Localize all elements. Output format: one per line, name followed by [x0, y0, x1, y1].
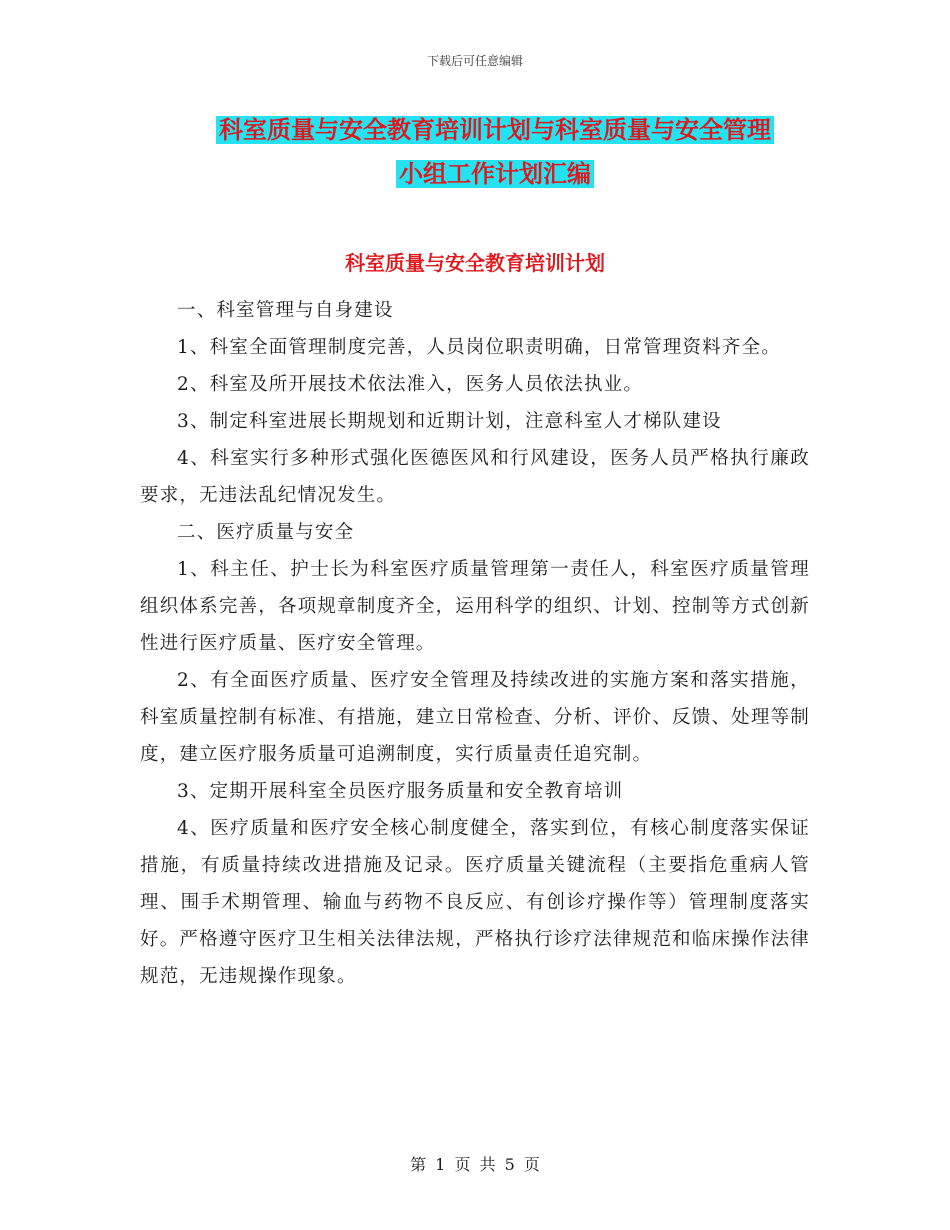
- paragraph: 1、科主任、护士长为科室医疗质量管理第一责任人，科室医疗质量管理组织体系完善，各项规章制度齐全，运用科学的组织、计划、控制等方式创新性进行医疗质量、医疗安全管理。: [140, 559, 810, 654]
- document-title-line2-text: 小组工作计划汇编: [396, 160, 594, 188]
- paragraph: 2、科室及所开展技术依法准入，医务人员依法执业。: [177, 374, 644, 395]
- document-body: [140, 292, 810, 995]
- document-title-line1: [180, 110, 810, 150]
- paragraph-heading-1: 一、科室管理与自身建设: [177, 300, 394, 321]
- document-title-line2: [180, 154, 810, 194]
- paragraph: 1、科室全面管理制度完善，人员岗位职责明确，日常管理资料齐全。: [177, 337, 781, 358]
- paragraph: 3、制定科室进展长期规划和近期计划，注意科室人才梯队建设: [177, 411, 722, 432]
- paragraph: 3、定期开展科室全员医疗服务质量和安全教育培训: [177, 781, 624, 802]
- download-note: 下载后可任意编辑: [426, 54, 523, 68]
- document-title-line1-text: 科室质量与安全教育培训计划与科室质量与安全管理: [216, 116, 774, 144]
- paragraph: 4、科室实行多种形式强化医德医风和行风建设，医务人员严格执行廉政要求，无违法乱纪情况发生。: [140, 448, 810, 506]
- paragraph: 4、医疗质量和医疗安全核心制度健全，落实到位，有核心制度落实保证措施，有质量持续改进措施及记录。医疗质量关键流程（主要指危重病人管理、围手术期管理、输血与药物不良反应、有创诊疗操作等）管理制度落实好。严格遵守医疗卫生相关法律法规，严格执行诊疗法律规范和临床操作法律规范，无违规操作现象。: [140, 818, 810, 987]
- page-number: 第 1 页 共 5 页: [410, 1155, 540, 1174]
- section-title: 科室质量与安全教育培训计划: [345, 251, 605, 275]
- paragraph: 2、有全面医疗质量、医疗安全管理及持续改进的实施方案和落实措施，科室质量控制有标准、有措施，建立日常检查、分析、评价、反馈、处理等制度，建立医疗服务质量可追溯制度，实行质量责任追究制。: [140, 670, 810, 765]
- paragraph-heading-2: 二、医疗质量与安全: [177, 522, 355, 543]
